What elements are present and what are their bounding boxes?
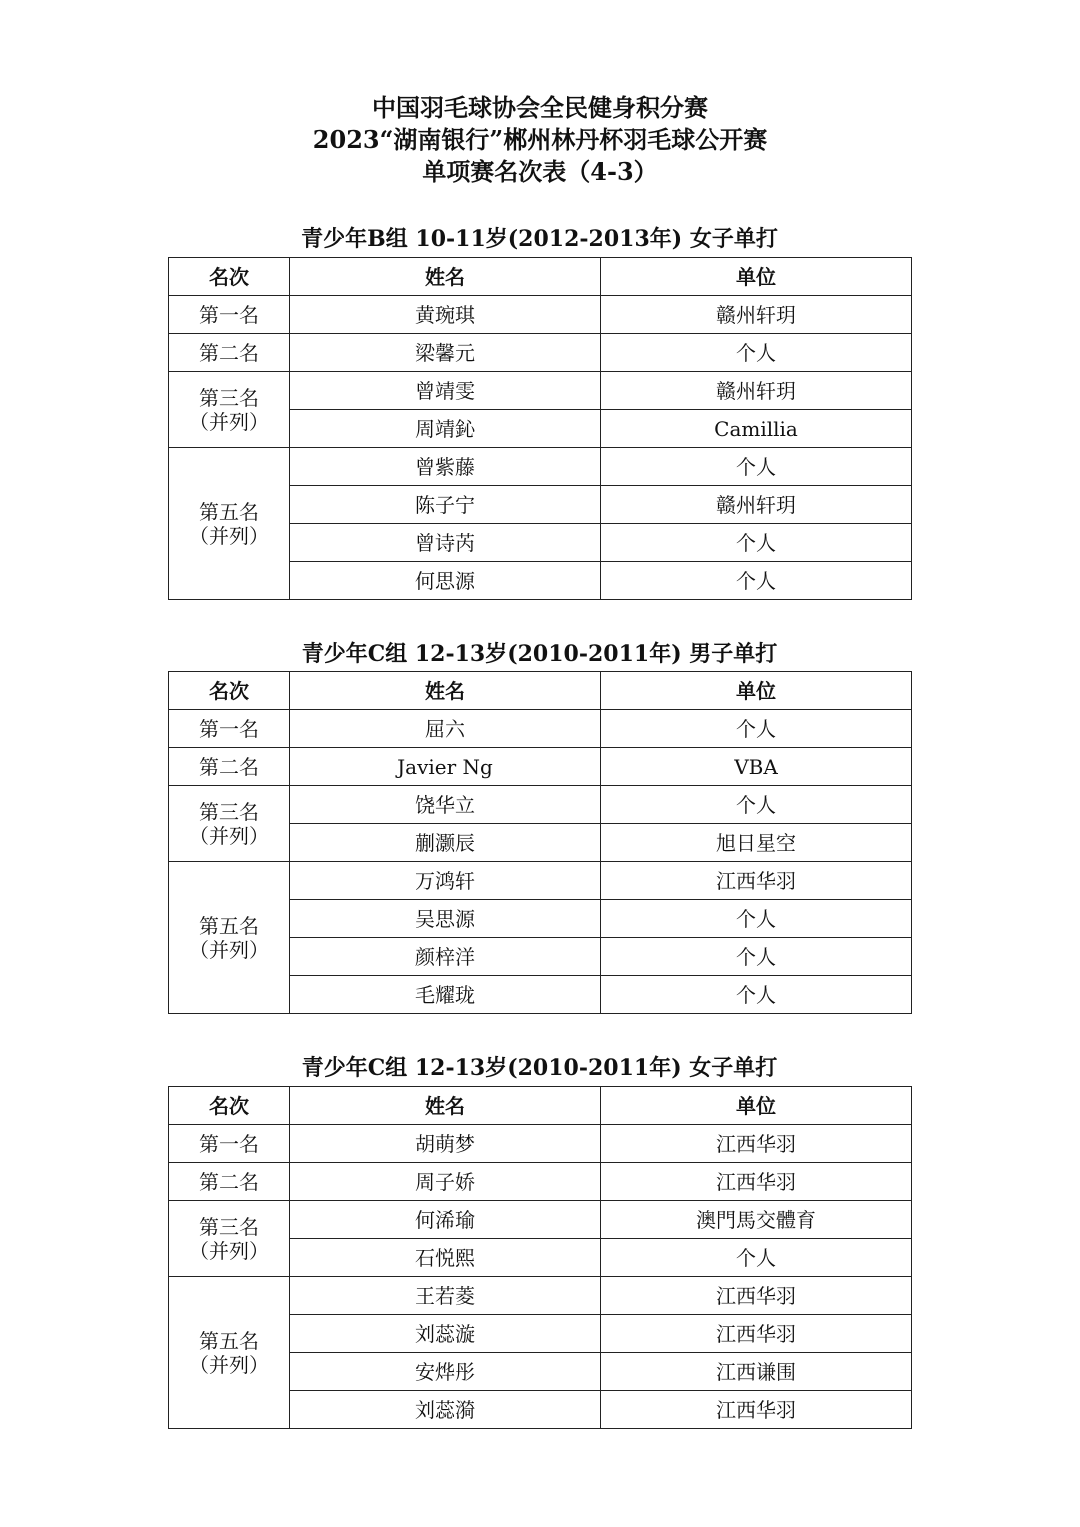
table-row — [169, 1163, 912, 1201]
player-name: 梁馨元 — [290, 334, 601, 372]
player-name: 石悦熙 — [290, 1239, 601, 1277]
section-title: 青少年B组 10-11岁(2012-2013年) 女子单打 — [301, 226, 778, 252]
player-name: 周子娇 — [290, 1163, 601, 1201]
player-unit: 个人 — [601, 900, 912, 938]
player-name: Javier Ng — [290, 748, 601, 786]
player-name: 曾诗芮 — [290, 524, 601, 562]
player-unit: VBA — [601, 748, 912, 786]
table-row — [169, 1201, 912, 1239]
table-row — [169, 710, 912, 748]
player-name: 颜梓洋 — [290, 938, 601, 976]
column-header-unit: 单位 — [601, 1087, 912, 1125]
player-name: 万鸿轩 — [290, 862, 601, 900]
player-unit: 个人 — [601, 562, 912, 600]
player-unit: 个人 — [601, 1239, 912, 1277]
ranking-table — [168, 1086, 912, 1429]
tied-label: （并列） — [189, 1352, 269, 1377]
tied-label: （并列） — [189, 523, 269, 548]
player-unit: 个人 — [601, 334, 912, 372]
player-unit: 江西华羽 — [601, 862, 912, 900]
player-name: 周靖鈊 — [290, 410, 601, 448]
ranking-table — [168, 671, 912, 1014]
player-unit: 个人 — [601, 938, 912, 976]
header-line-2: 2023“湖南银行”郴州林丹杯羽毛球公开赛 — [312, 125, 768, 154]
player-unit: 江西谦围 — [601, 1353, 912, 1391]
column-header-name: 姓名 — [290, 1087, 601, 1125]
rank-cell: 第一名 — [169, 296, 290, 334]
document-header — [0, 92, 1080, 188]
rank-label: 第五名 — [199, 499, 259, 524]
tied-label: （并列） — [189, 409, 269, 434]
player-name: 吴思源 — [290, 900, 601, 938]
table-row — [169, 862, 912, 900]
player-name: 曾紫藤 — [290, 448, 601, 486]
player-name: 陈子宁 — [290, 486, 601, 524]
player-unit: 个人 — [601, 710, 912, 748]
tied-label: （并列） — [189, 1238, 269, 1263]
column-header-name: 姓名 — [290, 672, 601, 710]
rank-cell — [169, 786, 290, 862]
table-header-row — [169, 672, 912, 710]
table-row — [169, 748, 912, 786]
player-unit: 个人 — [601, 976, 912, 1014]
player-unit: Camillia — [601, 410, 912, 448]
player-unit: 个人 — [601, 524, 912, 562]
table-row — [169, 1277, 912, 1315]
rank-cell: 第二名 — [169, 1163, 290, 1201]
section-title: 青少年C组 12-13岁(2010-2011年) 男子单打 — [301, 641, 778, 667]
player-name: 刘蕊漩 — [290, 1315, 601, 1353]
player-unit: 江西华羽 — [601, 1125, 912, 1163]
table-row — [169, 786, 912, 824]
column-header-rank: 名次 — [169, 672, 290, 710]
rank-cell: 第二名 — [169, 334, 290, 372]
column-header-unit: 单位 — [601, 258, 912, 296]
column-header-name: 姓名 — [290, 258, 601, 296]
player-name: 胡萌梦 — [290, 1125, 601, 1163]
tied-label: （并列） — [189, 823, 269, 848]
rank-label: 第三名 — [199, 799, 259, 824]
rank-label: 第三名 — [199, 1214, 259, 1239]
player-name: 黄琬琪 — [290, 296, 601, 334]
player-name: 屈六 — [290, 710, 601, 748]
ranking-table — [168, 257, 912, 600]
column-header-unit: 单位 — [601, 672, 912, 710]
player-unit: 江西华羽 — [601, 1391, 912, 1429]
header-line-1: 中国羽毛球协会全民健身积分赛 — [372, 93, 708, 122]
player-unit: 江西华羽 — [601, 1315, 912, 1353]
rank-cell: 第二名 — [169, 748, 290, 786]
table-row — [169, 372, 912, 410]
player-unit: 赣州轩玥 — [601, 372, 912, 410]
section-title: 青少年C组 12-13岁(2010-2011年) 女子单打 — [301, 1055, 778, 1081]
header-line-3: 单项赛名次表（4-3） — [422, 157, 658, 186]
rank-cell — [169, 862, 290, 1014]
player-name: 安烨彤 — [290, 1353, 601, 1391]
rank-label: 第五名 — [199, 913, 259, 938]
player-name: 毛耀珑 — [290, 976, 601, 1014]
player-name: 何思源 — [290, 562, 601, 600]
rank-cell — [169, 1201, 290, 1277]
player-name: 曾靖雯 — [290, 372, 601, 410]
column-header-rank: 名次 — [169, 1087, 290, 1125]
rank-cell: 第一名 — [169, 710, 290, 748]
rank-cell: 第一名 — [169, 1125, 290, 1163]
table-row — [169, 334, 912, 372]
column-header-rank: 名次 — [169, 258, 290, 296]
table-row — [169, 448, 912, 486]
player-name: 何浠瑜 — [290, 1201, 601, 1239]
player-name: 蒯灏辰 — [290, 824, 601, 862]
player-unit: 江西华羽 — [601, 1277, 912, 1315]
rank-label: 第五名 — [199, 1328, 259, 1353]
rank-cell — [169, 448, 290, 600]
rank-cell — [169, 372, 290, 448]
table-row — [169, 1125, 912, 1163]
player-unit: 赣州轩玥 — [601, 296, 912, 334]
rank-cell — [169, 1277, 290, 1429]
player-name: 刘蕊漪 — [290, 1391, 601, 1429]
player-unit: 个人 — [601, 786, 912, 824]
table-header-row — [169, 1087, 912, 1125]
rank-label: 第三名 — [199, 385, 259, 410]
player-name: 王若菱 — [290, 1277, 601, 1315]
player-unit: 个人 — [601, 448, 912, 486]
player-unit: 澳門馬交體育 — [601, 1201, 912, 1239]
tied-label: （并列） — [189, 937, 269, 962]
table-row — [169, 296, 912, 334]
player-name: 饶华立 — [290, 786, 601, 824]
player-unit: 旭日星空 — [601, 824, 912, 862]
table-header-row — [169, 258, 912, 296]
player-unit: 赣州轩玥 — [601, 486, 912, 524]
player-unit: 江西华羽 — [601, 1163, 912, 1201]
